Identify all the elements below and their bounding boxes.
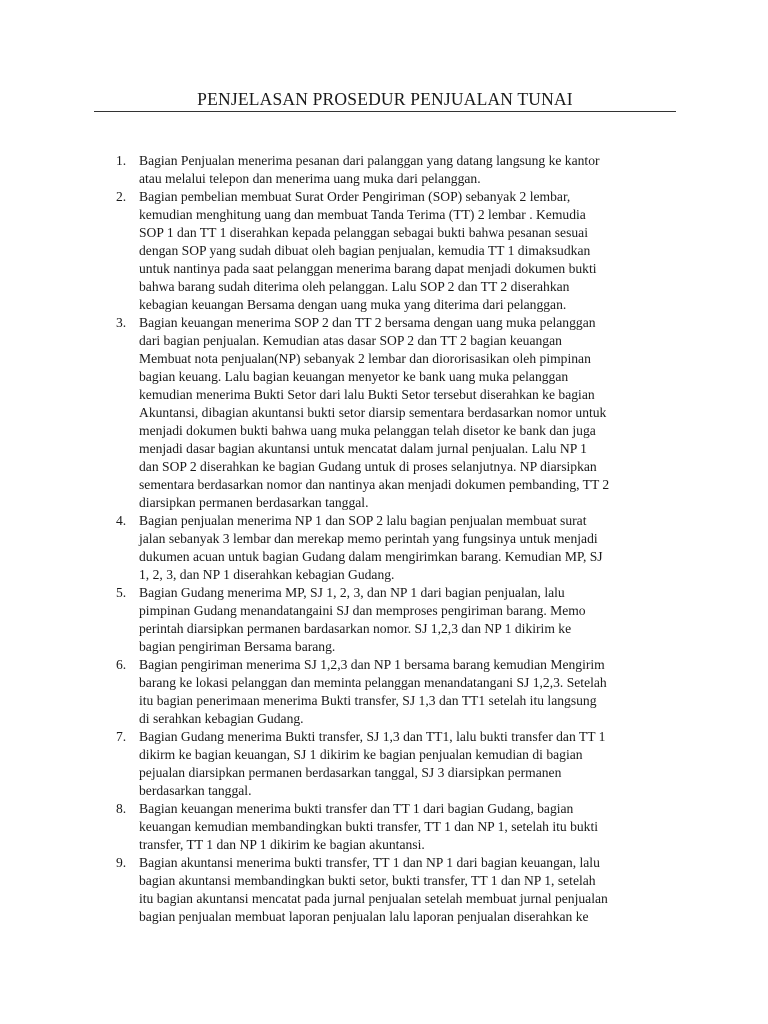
item-number: 9. [116, 855, 127, 870]
procedure-list [0, 152, 768, 926]
item-text: Bagian keuangan menerima bukti transfer dan TT 1 dari bagian Gudang, bagian keuangan kemudian membandingkan bukti transfer, TT 1 dan NP 1, setelah itu bukti transfer, TT 1 dan NP 1 dikirim ke bagian akuntansi. [139, 801, 599, 852]
title-underline [94, 111, 676, 112]
item-text: Bagian Gudang menerima Bukti transfer, SJ 1,3 dan TT1, lalu bukti transfer dan TT 1 dikirm ke bagian keuangan, SJ 1 dikirim ke bagian penjualan kemudian di bagian pejualan diarsipkan permanen berdasarkan tanggal, SJ 3 diarsipkan permanen berdasarkan tanggal. [139, 729, 606, 798]
item-number: 2. [116, 189, 127, 204]
item-number: 1. [116, 153, 127, 168]
list-item [0, 152, 679, 188]
item-text: Bagian Gudang menerima MP, SJ 1, 2, 3, dan NP 1 dari bagian penjualan, lalu pimpinan Gudang menandatangaini SJ dan memproses pengiriman barang. Memo perintah diarsipkan permanen bardasarkan nomor. SJ 1,2,3 dan NP 1 dikirim ke bagian pengiriman Bersama barang. [139, 585, 586, 654]
item-text: Bagian akuntansi menerima bukti transfer, TT 1 dan NP 1 dari bagian keuangan, lalu bagian akuntansi membandingkan bukti setor, bukti transfer, TT 1 dan NP 1, setelah itu bagian akuntansi mencatat pada jurnal penjualan setelah membuat jurnal penjualan bagian penjualan membuat laporan penjualan lalu laporan penjualan diserahkan ke [139, 855, 608, 924]
item-number: 3. [116, 315, 127, 330]
item-number: 8. [116, 801, 127, 816]
item-text: Bagian pembelian membuat Surat Order Pengiriman (SOP) sebanyak 2 lembar, kemudian menghitung uang dan membuat Tanda Terima (TT) 2 lembar . Kemudia SOP 1 dan TT 1 diserahkan kepada pelanggan sebagai bukti bahwa pesanan sesuai dengan SOP yang sudah dibuat oleh bagian penjualan, kemudia TT 1 dimaksudkan untuk nantinya pada saat pelanggan menerima barang dapat menjadi dokumen bukti bahwa barang sudah diterima oleh pelanggan. Lalu SOP 2 dan TT 2 diserahkan kebagian keuangan Bersama dengan uang muka yang diterima dari pelanggan. [139, 189, 597, 312]
item-number: 5. [116, 585, 127, 600]
list-item [0, 314, 679, 512]
list-item [0, 656, 679, 728]
item-text: Bagian penjualan menerima NP 1 dan SOP 2 lalu bagian penjualan membuat surat jalan sebanyak 3 lembar dan merekap memo perintah yang fungsinya untuk menjadi dukumen acuan untuk bagian Gudang dalam mengirimkan barang. Kemudian MP, SJ 1, 2, 3, dan NP 1 diserahkan kebagian Gudang. [139, 513, 603, 582]
document-title: PENJELASAN PROSEDUR PENJUALAN TUNAI [197, 89, 573, 109]
item-text: Bagian Penjualan menerima pesanan dari palanggan yang datang langsung ke kantor atau melalui telepon dan menerima uang muka dari pelanggan. [139, 153, 600, 186]
item-text: Bagian keuangan menerima SOP 2 dan TT 2 bersama dengan uang muka pelanggan dari bagian penjualan. Kemudian atas dasar SOP 2 dan TT 2 bagian keuangan Membuat nota penjualan(NP) sebanyak 2 lembar dan diororisasikan oleh pimpinan bagian keuang. Lalu bagian keuangan menyetor ke bank uang muka pelanggan kemudian menerima Bukti Setor dari lalu Bukti Setor tersebut diserahkan ke bagian Akuntansi, dibagian akuntansi bukti setor diarsip sementara berdasarkan nomor untuk menjadi dokumen bukti bahwa uang muka pelanggan telah disetor ke bank dan juga menjadi dasar bagian akuntansi untuk mencatat dalam jurnal penjualan. Lalu NP 1 dan SOP 2 diserahkan ke bagian Gudang untuk di proses selanjutnya. NP diarsipkan sementara berdasarkan nomor dan nantinya akan menjadi dokumen pembanding, TT 2 diarsipkan permanen berdasarkan tanggal. [139, 315, 610, 510]
list-item [0, 854, 679, 926]
list-item [0, 800, 679, 854]
list-item [0, 728, 679, 800]
item-number: 6. [116, 657, 127, 672]
item-text: Bagian pengiriman menerima SJ 1,2,3 dan NP 1 bersama barang kemudian Mengirim barang ke lokasi pelanggan dan meminta pelanggan menandatangani SJ 1,2,3. Setelah itu bagian penerimaan menerima Bukti transfer, SJ 1,3 dan TT1 setelah itu langsung di serahkan kebagian Gudang. [139, 657, 607, 726]
item-number: 7. [116, 729, 127, 744]
list-item [0, 584, 679, 656]
list-item [0, 512, 679, 584]
list-item [0, 188, 679, 314]
item-number: 4. [116, 513, 127, 528]
